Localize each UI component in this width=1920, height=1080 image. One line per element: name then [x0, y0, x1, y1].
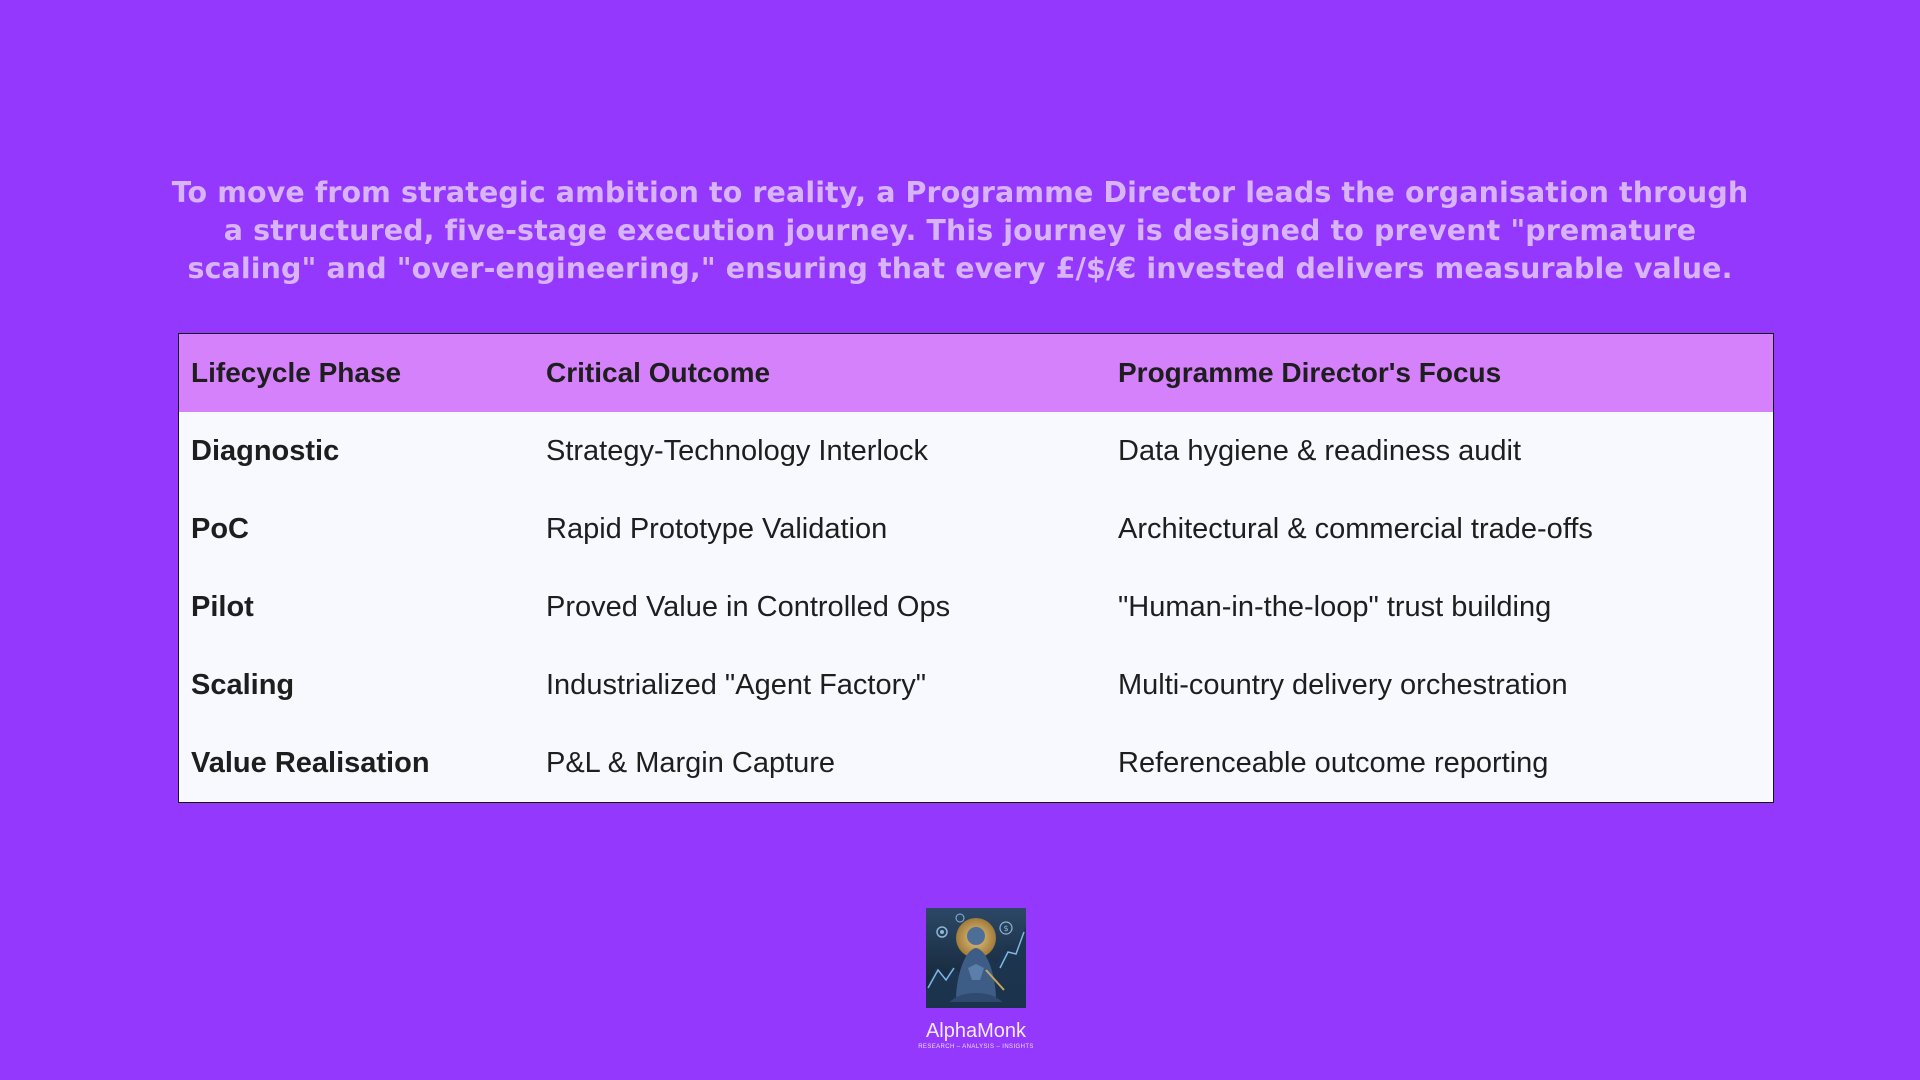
- table-row: [179, 412, 1773, 490]
- table-row: [179, 724, 1773, 802]
- header-lifecycle-phase: Lifecycle Phase: [191, 357, 402, 388]
- outcome-cell: Proved Value in Controlled Ops: [546, 590, 951, 623]
- table-row: [179, 490, 1773, 568]
- outcome-cell: P&L & Margin Capture: [546, 746, 836, 779]
- phase-cell: Scaling: [191, 668, 295, 701]
- table-header-row: [179, 334, 1773, 412]
- focus-cell: "Human-in-the-loop" trust building: [1118, 590, 1552, 623]
- brand-tagline: RESEARCH – ANALYSIS – INSIGHTS: [918, 1044, 1034, 1050]
- phase-cell: Pilot: [191, 590, 254, 623]
- header-director-focus: Programme Director's Focus: [1118, 357, 1502, 388]
- header-critical-outcome: Critical Outcome: [546, 357, 771, 388]
- outcome-cell: Industrialized "Agent Factory": [546, 668, 927, 701]
- phase-cell: Diagnostic: [191, 434, 340, 467]
- table-row: [179, 646, 1773, 724]
- focus-cell: Data hygiene & readiness audit: [1118, 434, 1522, 467]
- intro-paragraph: To move from strategic ambition to reality, a Programme Director leads the organisation through a structured, five-stage execution journey. This journey is designed to prevent "premature scaling" and "over-engineering," ensuring that every £/$/€ invested delivers measurable value.: [171, 176, 1749, 285]
- brand-name: AlphaMonk: [925, 1020, 1027, 1042]
- svg-text:$: $: [1003, 924, 1009, 933]
- lifecycle-table: [178, 333, 1774, 803]
- outcome-cell: Rapid Prototype Validation: [546, 512, 888, 545]
- focus-cell: Architectural & commercial trade-offs: [1118, 512, 1593, 545]
- alphamonk-logo-icon: [926, 908, 1026, 1008]
- outcome-cell: Strategy-Technology Interlock: [546, 434, 929, 467]
- focus-cell: Multi-country delivery orchestration: [1118, 668, 1568, 701]
- phase-cell: PoC: [191, 512, 249, 545]
- phase-cell: Value Realisation: [191, 746, 430, 779]
- table-row: [179, 568, 1773, 646]
- focus-cell: Referenceable outcome reporting: [1118, 746, 1549, 779]
